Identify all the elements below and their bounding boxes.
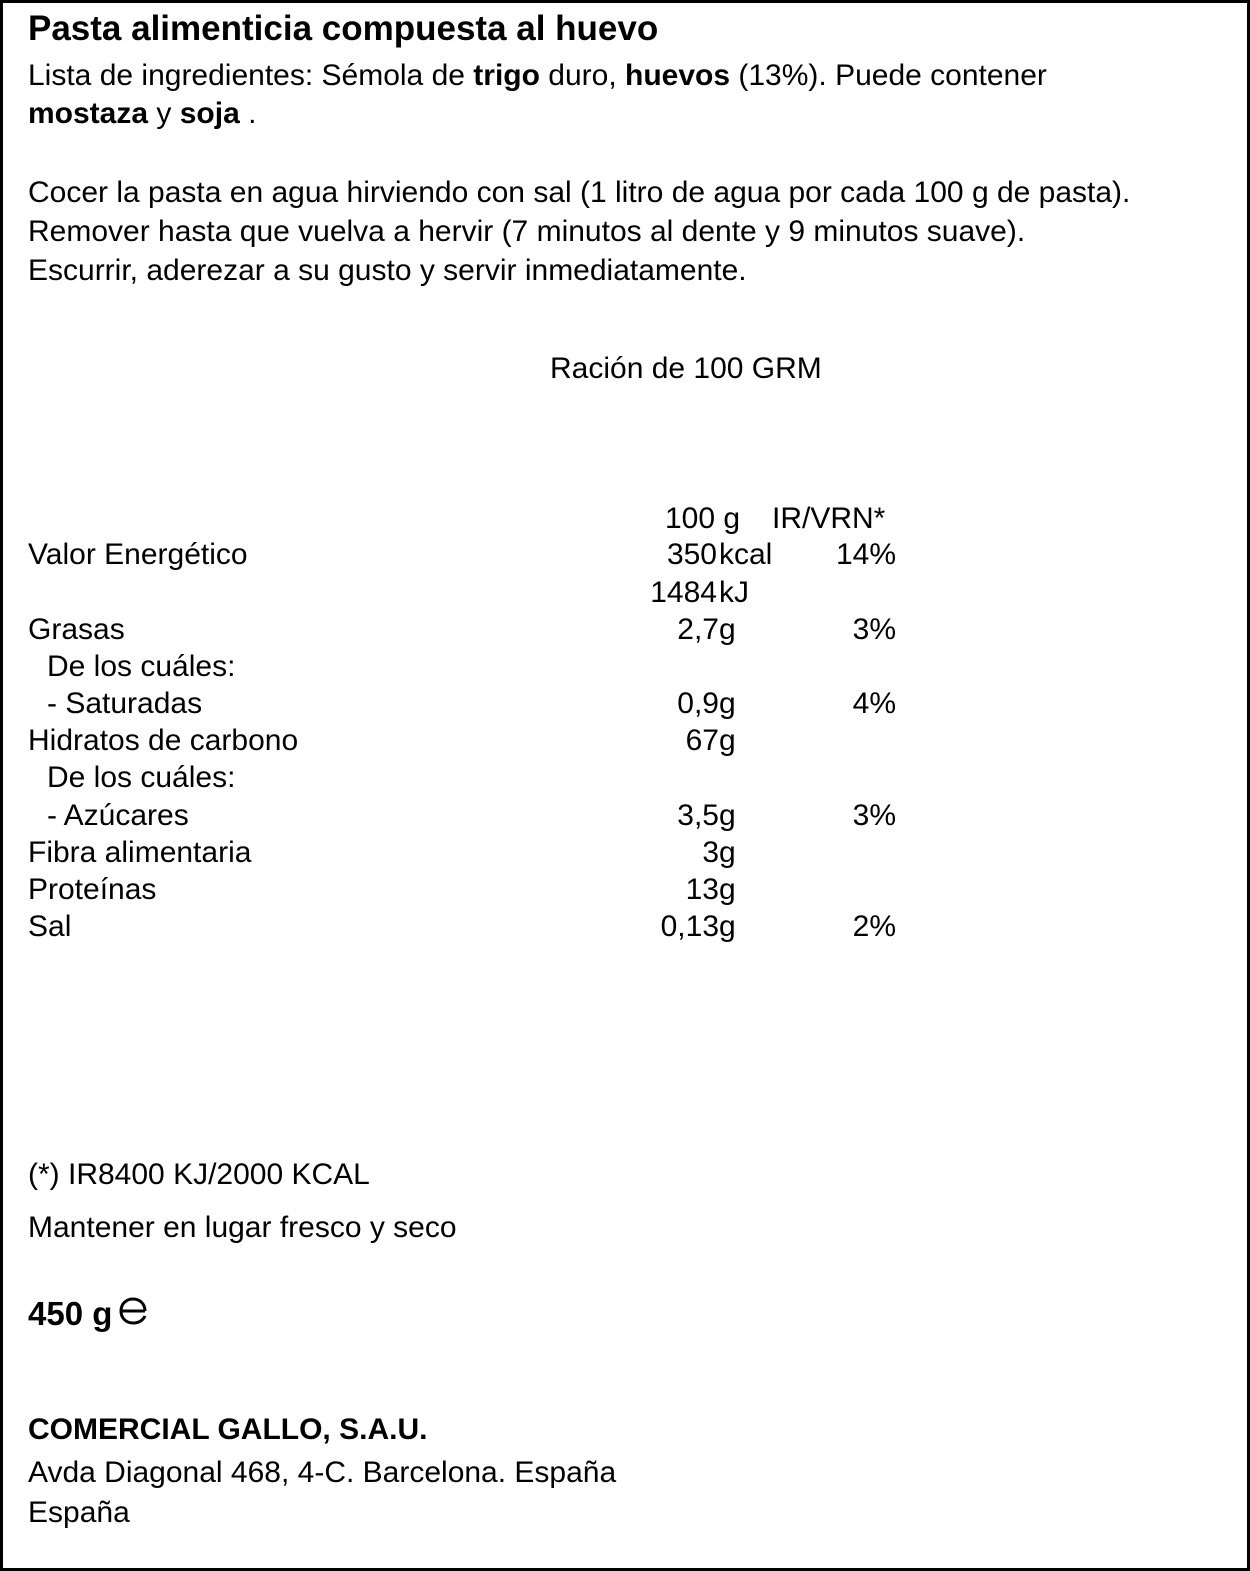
nutrient-amount: 350 [666, 538, 717, 571]
product-title: Pasta alimenticia compuesta al huevo [28, 9, 659, 48]
nutrient-subheading: De los cuáles: [47, 650, 236, 683]
nutrient-name: Proteínas [28, 873, 157, 906]
nutrient-unit: g [719, 724, 736, 757]
ingredients-line-2 [28, 99, 256, 129]
footnote: (*) IR8400 KJ/2000 KCAL [28, 1158, 370, 1191]
nutrient-unit: g [719, 687, 736, 720]
company-country: España [28, 1496, 130, 1529]
nutrient-amount: 0,9 [677, 687, 719, 720]
nutrient-unit: g [719, 873, 736, 906]
nutrient-name: Fibra alimentaria [28, 836, 252, 869]
nutrient-amount: 1484 [650, 576, 717, 609]
nutrient-ir: 3% [852, 613, 896, 646]
nutrient-ir: 14% [835, 538, 896, 571]
net-weight [28, 1295, 150, 1330]
instructions-line: Remover hasta que vuelva a hervir (7 minutos al dente y 9 minutos suave). [28, 215, 1026, 248]
nutrient-amount: 3,5 [677, 799, 719, 832]
allergen-soja: soja [179, 97, 240, 130]
company-address: Avda Diagonal 468, 4-C. Barcelona. España [28, 1456, 617, 1489]
nutrient-ir: 4% [852, 687, 896, 720]
instructions-line: Escurrir, aderezar a su gusto y servir inmediatamente. [28, 254, 747, 287]
column-header-ir-vrn: IR/VRN* [772, 502, 886, 535]
nutrient-amount: 13 [685, 873, 719, 906]
nutrient-unit: kcal [719, 538, 773, 571]
ingredients-text: . [239, 97, 257, 130]
nutrient-name: Sal [28, 910, 72, 943]
ingredients-text: duro, [539, 59, 626, 92]
nutrient-amount: 0,13 [660, 910, 719, 943]
nutrient-name: Valor Energético [28, 538, 248, 571]
instructions-line: Cocer la pasta en agua hirviendo con sal (1 litro de agua por cada 100 g de pasta). [28, 176, 1131, 209]
serving-size: Ración de 100 GRM [550, 352, 822, 385]
allergen-trigo: trigo [473, 59, 540, 92]
company-name: COMERCIAL GALLO, S.A.U. [28, 1413, 428, 1446]
nutrient-name: - Azúcares [47, 799, 189, 832]
nutrient-amount: 67 [685, 724, 719, 757]
nutrient-unit: g [719, 836, 736, 869]
nutrient-unit: g [719, 910, 736, 943]
ingredients-text: y [148, 97, 180, 130]
nutrient-amount: 2,7 [677, 613, 719, 646]
nutrient-name: Hidratos de carbono [28, 724, 299, 757]
nutrient-ir: 2% [852, 910, 896, 943]
nutrient-ir: 3% [852, 799, 896, 832]
nutrient-unit: g [719, 799, 736, 832]
ingredients-line-1 [28, 61, 1047, 91]
allergen-huevos: huevos [625, 59, 731, 92]
storage-instructions: Mantener en lugar fresco y seco [28, 1211, 457, 1244]
nutrient-name: - Saturadas [47, 687, 203, 720]
nutrient-unit: g [719, 613, 736, 646]
nutrient-subheading: De los cuáles: [47, 761, 236, 794]
allergen-mostaza: mostaza [28, 97, 149, 130]
nutrient-amount: 3 [702, 836, 719, 869]
ingredients-text: (13%). Puede contener [730, 59, 1047, 92]
nutrient-unit: kJ [719, 576, 749, 609]
nutrient-name: Grasas [28, 613, 125, 646]
ingredients-label: Lista de ingredientes: Sémola de [28, 59, 474, 92]
estimated-sign-icon [116, 1295, 150, 1325]
net-weight-value: 450 g [28, 1295, 113, 1332]
column-header-100g: 100 g [665, 502, 741, 535]
